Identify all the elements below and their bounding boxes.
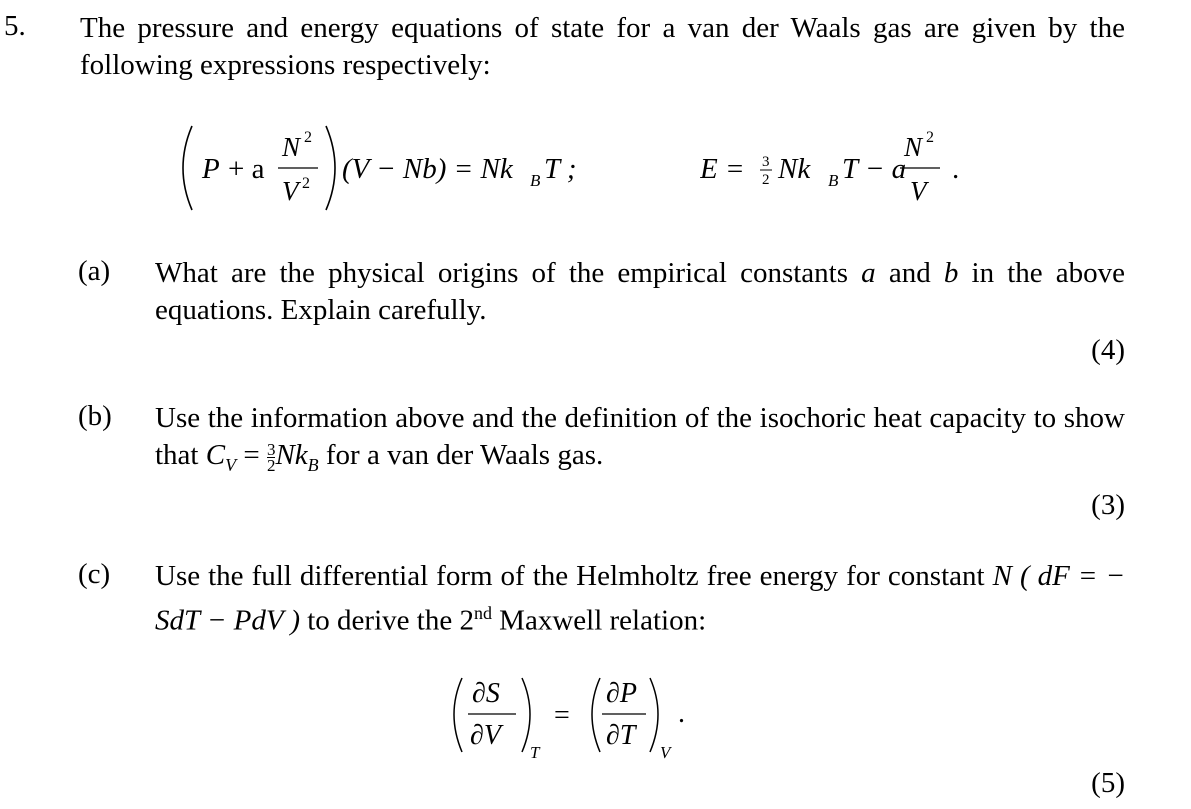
eq-energy-frac-num-sup: 2 — [926, 129, 934, 146]
part-c-label: (c) — [78, 558, 111, 590]
part-b-text: Use the information above and the definition of the isochoric heat capacity to show that $C_V$ = $\frac{3}{2}$ $Nk_B$ for a van der Waals gas. — [155, 402, 1125, 475]
maxwell-lhs-num: ∂S — [472, 678, 500, 709]
eq-energy-frac-den: V — [910, 176, 927, 206]
eq-plus-a: + a — [228, 153, 265, 185]
eq-P: P — [202, 153, 220, 185]
eq-coef-den: 2 — [762, 172, 770, 188]
part-b-marks: (3) — [1091, 489, 1125, 521]
right-paren — [326, 126, 335, 210]
maxwell-end: . — [678, 698, 685, 729]
eq-frac-den: V — [282, 176, 299, 206]
eq-rhs: (V − Nb) = Nk — [342, 153, 513, 185]
question-intro: The pressure and energy equations of state for a van der Waals gas are given by the following expressions respectively: — [80, 12, 1125, 81]
maxwell-relation — [440, 672, 700, 772]
maxwell-eq: = — [554, 700, 570, 731]
part-a-marks: (4) — [1091, 334, 1125, 366]
maxwell-rhs-num: ∂P — [606, 678, 637, 709]
part-a-text: What are the physical origins of the empirical constants a and b in the above equations. Explain carefully. — [155, 257, 1126, 326]
maxwell-left-open-paren — [454, 678, 462, 752]
eq-T-minus-a: T − a — [842, 153, 907, 185]
eq-energy-end: . — [952, 153, 960, 185]
eq-frac-num-sup: 2 — [304, 129, 312, 146]
eq-frac-den-sup: 2 — [302, 175, 310, 192]
part-a-label: (a) — [78, 255, 111, 287]
part-b-label: (b) — [78, 400, 112, 432]
maxwell-lhs-sub: T — [530, 743, 540, 762]
maxwell-right-open-paren — [592, 678, 600, 752]
maxwell-rhs-den: ∂T — [606, 720, 636, 751]
eq-energy-frac-num: N — [904, 132, 923, 162]
part-c-marks: (5) — [1091, 767, 1125, 799]
eq-frac-num: N — [282, 132, 301, 162]
question-number: 5. — [4, 10, 26, 42]
eq-coef-num: 3 — [762, 154, 770, 170]
eq-Nk: Nk — [778, 153, 811, 185]
maxwell-rhs-sub: V — [660, 743, 671, 762]
left-paren — [183, 126, 192, 210]
eq-Nk-sub: B — [828, 171, 839, 190]
eq-rhs-sub: B — [530, 171, 541, 190]
maxwell-left-close-paren — [522, 678, 530, 752]
energy-equation — [700, 118, 980, 218]
maxwell-lhs-den: ∂V — [470, 720, 501, 751]
eq-rhs-end: T ; — [544, 153, 577, 185]
pressure-equation — [170, 118, 590, 218]
maxwell-right-close-paren — [650, 678, 658, 752]
cv-coef-frac: $\frac{3}{2}$ — [266, 439, 276, 475]
part-c-text: Use the full differential form of the Helmholtz free energy for constant N ( dF = − SdT − PdV ) to derive the 2nd Maxwell relation: — [155, 560, 1126, 637]
eq-E: E = — [700, 153, 745, 185]
